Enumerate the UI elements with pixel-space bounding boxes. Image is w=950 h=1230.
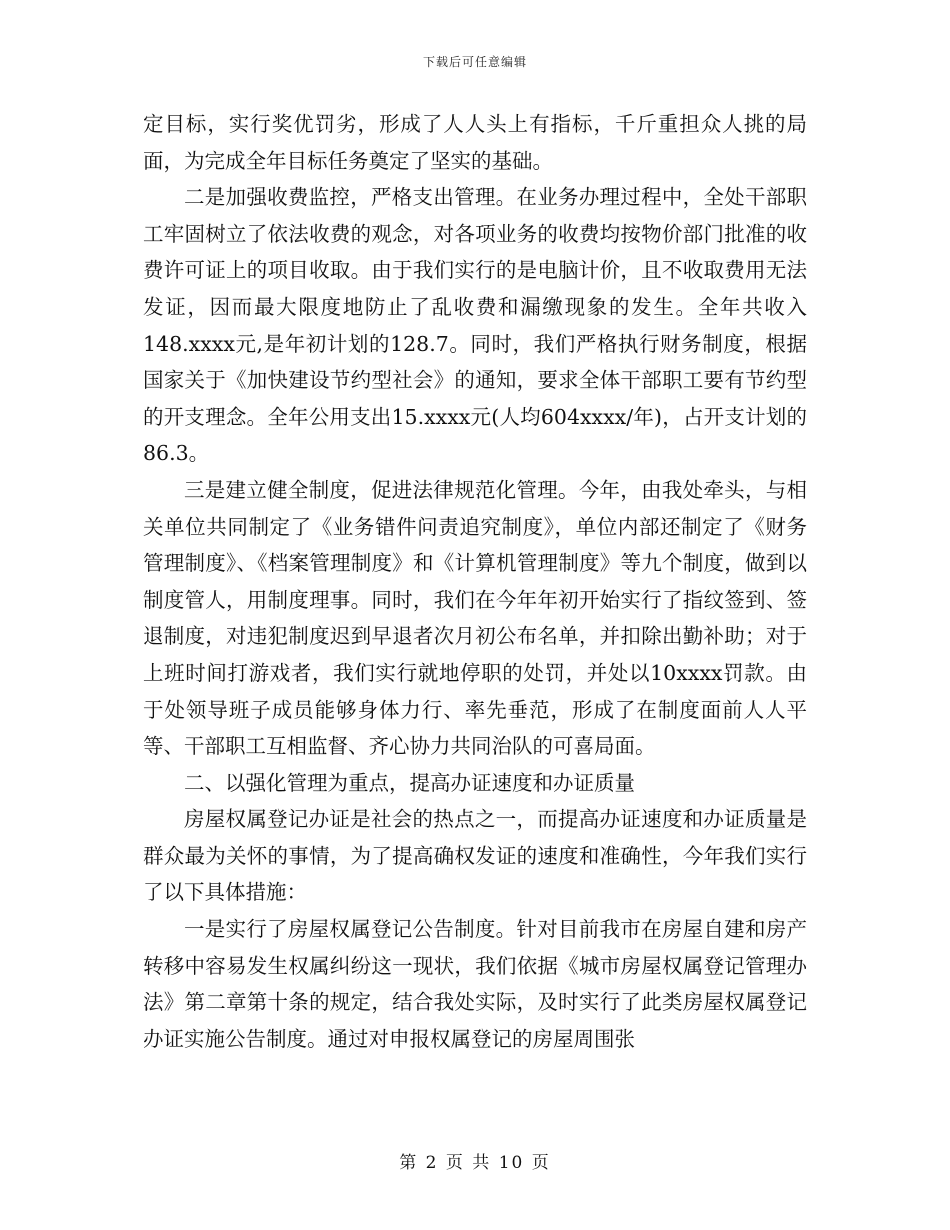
paragraph-regulations: 三是建立健全制度，促进法律规范化管理。今年，由我处牵头，与相关单位共同制定了《业务错件问责追究制度》，单位内部还制定了《财务管理制度》、《档案管理制度》和《计算机管理制度》等九个制度，做到以制度管人，用制度理事。同时，我们在今年年初开始实行了指纹签到、签退制度，对违犯制度迟到早退者次月初公布名单，并扣除出勤补助；对于上班时间打游戏者，我们实行就地停职的处罚，并处以10xxxx罚款。由于处领导班子成员能够身体力行、率先垂范，形成了在制度面前人人平等、干部职工互相监督、齐心协力共同治队的可喜局面。 bbox=[143, 477, 807, 759]
paragraph-announcement: 一是实行了房屋权属登记公告制度。针对目前我市在房屋自建和房产转移中容易发生权属纠纷这一现状，我们依据《城市房屋权属登记管理办法》第二章第十条的规定，结合我处实际，及时实行了此类房屋权属登记办证实施公告制度。通过对申报权属登记的房屋周围张 bbox=[143, 917, 807, 1051]
page-footer: 第 2 页 共 10 页 bbox=[399, 1153, 551, 1173]
page-header: 下载后可任意编辑 bbox=[422, 55, 527, 69]
paragraph-fee-control: 二是加强收费监控，严格支出管理。在业务办理过程中，全处干部职工牢固树立了依法收费的观念，对各项业务的收费均按物价部门批准的收费许可证上的项目收取。由于我们实行的是电脑计价，且不收取费用无法发证，因而最大限度地防止了乱收费和漏缴现象的发生。全年共收入148.xxxx元,是年初计划的128.7。同时，我们严格执行财务制度，根据国家关于《加快建设节约型社会》的通知，要求全体干部职工要有节约型的开支理念。全年公用支出15.xxxx元(人均604xxxx/年)，占开支计划的86.3。 bbox=[143, 185, 807, 466]
document-body bbox=[143, 106, 807, 1057]
section-heading: 二、以强化管理为重点，提高办证速度和办证质量 bbox=[184, 770, 635, 795]
paragraph-continuation: 定目标，实行奖优罚劣，形成了人人头上有指标，千斤重担众人挑的局面，为完成全年目标任务奠定了坚实的基础。 bbox=[143, 112, 807, 173]
paragraph-registration: 房屋权属登记办证是社会的热点之一，而提高办证速度和办证质量是群众最为关怀的事情，为了提高确权发证的速度和准确性，今年我们实行了以下具体措施： bbox=[143, 807, 807, 905]
